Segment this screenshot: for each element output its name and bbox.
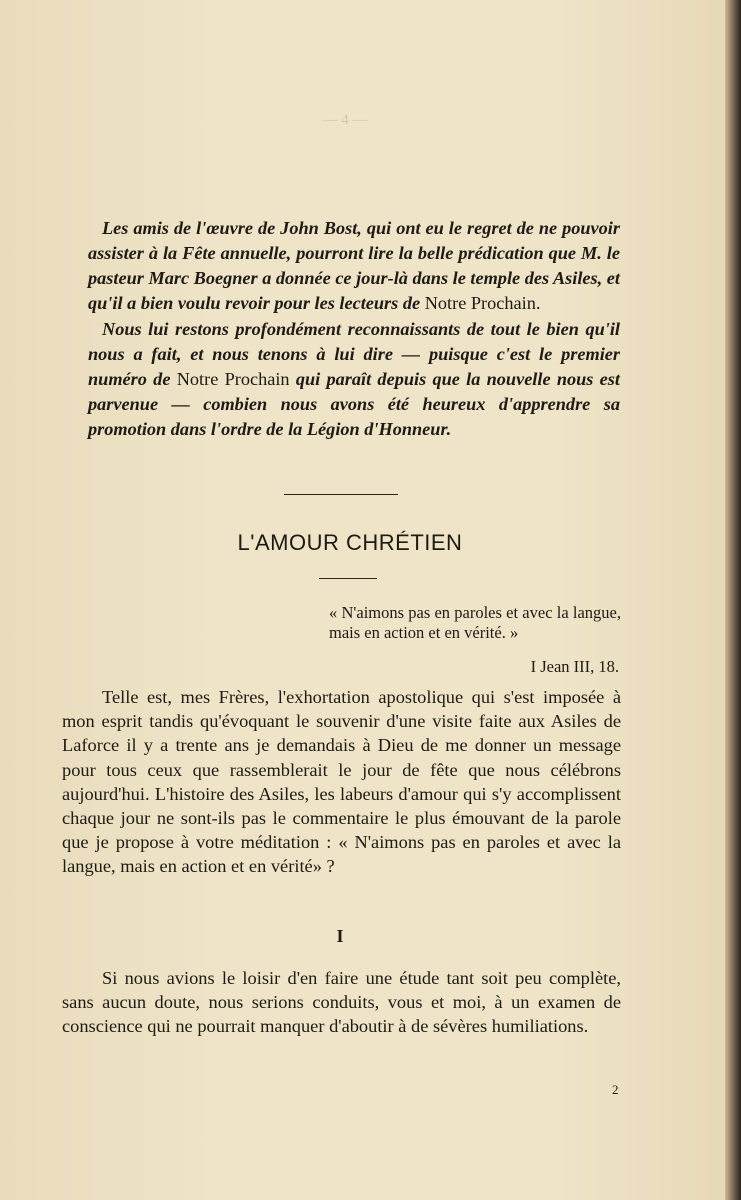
body-paragraph: Si nous avions le loisir d'en faire une étude tant soit peu complète, sans aucun doute, nous serions conduits, vous et moi, à un examen de conscience qui ne pourrait manquer d'aboutir à de sévères humiliations. — [62, 968, 621, 1037]
journal-title: Notre Prochain. — [424, 293, 541, 313]
body-paragraph: Telle est, mes Frères, l'exhortation apostolique qui s'est imposée à mon esprit tandis qu'évoquant le souvenir d'une visite faite aux Asiles de Laforce il y a trente ans je demandais à Dieu de me donner un message pour tous ceux que rassemblerait le jour de fête que nous célébrons aujourd'hui. L'histoire des Asiles, les labeurs d'amour qui s'y accomplissent chaque jour ne sont-ils pas le commentaire le plus émouvant de la parole que je propose à votre méditation : « N'aimons pas en paroles et avec la langue, mais en action et en vérité» ? — [62, 687, 621, 877]
book-spine-edge — [725, 0, 741, 1200]
editorial-note-paragraph-2 — [88, 317, 620, 442]
section-heading: I — [336, 926, 344, 946]
separator-rule — [284, 494, 398, 495]
editorial-note-text: qui paraît depuis que la nouvelle nous est parvenue — combien nous avons été heureux d'apprendre sa promotion dans l'ordre de la Légion d'Honneur. — [88, 369, 620, 439]
editorial-note-paragraph-1 — [88, 216, 620, 316]
journal-title: Notre Prochain — [176, 369, 290, 389]
editorial-note-text: Les amis de l'œuvre de John Bost, qui ont eu le regret de ne pouvoir assister à la Fête annuelle, pourront lire la belle prédication que M. le pasteur Marc Boegner a donnée ce jour-là dans le temple des Asiles, et qu'il a bien voulu revoir pour les lecteurs de — [88, 218, 620, 313]
sermon-title: L'AMOUR CHRÉTIEN — [237, 530, 463, 555]
sermon-body-section-1 — [62, 966, 621, 1039]
sermon-body — [62, 685, 621, 879]
page-folio: — 4 — — [322, 112, 368, 128]
epigraph-quote: « N'aimons pas en paroles et avec la langue, mais en action et en vérité. » — [329, 603, 621, 642]
editorial-note — [88, 216, 620, 442]
editorial-note-text: Nous lui restons profondément reconnaissants de tout le bien qu'il nous a fait, et nous tenons à lui dire — puisque c'est le premier numéro de — [88, 319, 620, 389]
signature-mark: 2 — [612, 1082, 619, 1097]
epigraph-reference: I Jean III, 18. — [530, 657, 619, 676]
separator-rule-short — [319, 578, 377, 579]
